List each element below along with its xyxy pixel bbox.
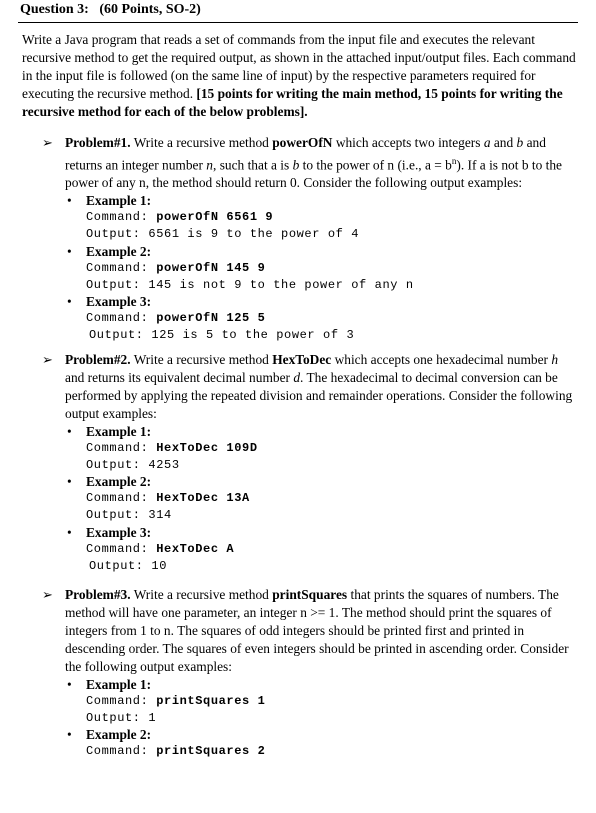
example-command [86, 743, 574, 760]
command-text: HexToDec 109D [156, 441, 258, 455]
example-item [65, 423, 574, 473]
example-item [65, 192, 574, 242]
command-text: HexToDec 13A [156, 491, 250, 506]
arrow-bullet-icon: ➢ [42, 588, 53, 603]
command-text: powerOfN 6561 9 [156, 210, 274, 225]
command-prefix: Command: [86, 744, 157, 759]
example-label: Example 2: [86, 474, 152, 490]
problem-1-var-n: n [206, 157, 213, 173]
question-label: Question 3: [20, 2, 89, 17]
example-label: Example 1: [86, 677, 152, 692]
round-bullet-icon: • [67, 677, 72, 692]
command-text: powerOfN 125 5 [156, 311, 266, 326]
problem-3-title: Problem#3. [65, 587, 131, 602]
example-command [86, 440, 574, 457]
problem-2 [42, 351, 574, 574]
problem-2-text-b: which accepts one hexadecimal number [331, 352, 552, 367]
example-output: Output: 10 [89, 558, 168, 573]
problem-2-var-h: h [551, 352, 559, 367]
example-item [65, 676, 574, 726]
problem-2-text-d: . The hexadecimal to decimal conversion can be performed by applying the repeated division and remainder operations. Consider the following output examples: [65, 370, 573, 421]
command-prefix: Command: [86, 311, 157, 326]
round-bullet-icon: • [67, 727, 72, 743]
problem-3-method: printSquares [272, 587, 348, 602]
example-item [65, 726, 574, 760]
problem-2-text [65, 351, 574, 423]
example-command [86, 693, 574, 710]
problem-1-text-c: and [490, 135, 517, 150]
problem-1-sup: n [451, 156, 457, 166]
command-prefix: Command: [86, 260, 157, 275]
example-item [65, 243, 574, 293]
round-bullet-icon: • [67, 524, 72, 540]
question-points: (60 Points, SO-2) [99, 2, 201, 17]
problem-1-var-a: a [483, 135, 491, 150]
problem-3-text-b: that prints the squares of numbers. The method will have one parameter, an integer n >= 1. The method should print the squares of integers from 1 to n. The squares of odd integers should be printed first and printed in descending order. The squares of even integers should be printed in ascending order. Consider the following output examples: [65, 587, 569, 674]
round-bullet-icon: • [67, 294, 72, 310]
example-command [86, 260, 574, 277]
problem-1-examples [65, 192, 574, 343]
problem-1-title: Problem#1. [65, 135, 131, 150]
example-label: Example 1: [86, 193, 152, 209]
intro-plain: Write a Java program that reads a set of commands from the input file and executes the relevant recursive method to get the required output, as shown in the attached input/output files. Each command in the input file is followed (on the same line of input) by the respective parameters required for executing the recursive method. [22, 32, 576, 101]
round-bullet-icon: • [67, 193, 72, 209]
problem-3 [42, 586, 574, 760]
command-text: powerOfN 145 9 [156, 260, 266, 275]
example-command [86, 490, 574, 507]
problem-1-text-a: Write a recursive method [130, 135, 273, 150]
intro-bold: [15 points for writing the main method, 15 points for writing the recursive method for each of the below problems]. [22, 86, 563, 119]
problem-2-text-a: Write a recursive method [130, 352, 273, 367]
command-prefix: Command: [86, 541, 157, 556]
example-item [65, 524, 574, 574]
example-output: Output: 4253 [86, 457, 180, 472]
problem-1-text-g: ). If a is not b to the power of any n, the method should return 0. Consider the following output examples: [65, 157, 562, 191]
problem-3-text [65, 586, 574, 676]
question-heading [20, 2, 201, 18]
problem-1-text-f: to the power of n (i.e., a = b [299, 157, 452, 173]
example-label: Example 1: [86, 424, 152, 439]
example-label: Example 2: [86, 243, 152, 259]
command-text: printSquares 1 [156, 694, 266, 708]
problem-1-var-b: b [516, 135, 524, 150]
command-text: HexToDec A [156, 541, 235, 556]
example-command [86, 310, 574, 327]
problem-1-var-b2: b [292, 157, 300, 173]
round-bullet-icon: • [67, 424, 72, 439]
example-item [65, 473, 574, 523]
problem-1-text-e: , such that a is [213, 157, 293, 173]
problem-1-text-b: which accepts two integers [332, 135, 484, 150]
problem-1 [42, 134, 574, 344]
round-bullet-icon: • [67, 474, 72, 490]
command-prefix: Command: [86, 694, 157, 708]
example-output: Output: 145 is not 9 to the power of any n [86, 277, 414, 292]
example-command [86, 541, 574, 558]
example-output: Output: 1 [86, 710, 157, 725]
problem-2-method: HexToDec [272, 352, 332, 367]
problem-3-examples [65, 676, 574, 760]
example-item [65, 293, 574, 343]
question-intro [22, 31, 578, 121]
problem-2-var-d: d [293, 370, 301, 385]
round-bullet-icon: • [67, 243, 72, 259]
example-output: Output: 6561 is 9 to the power of 4 [86, 227, 360, 242]
arrow-bullet-icon: ➢ [42, 353, 53, 368]
command-prefix: Command: [86, 441, 157, 455]
problem-1-text-d: and returns an integer number [65, 135, 546, 173]
problem-2-examples [65, 423, 574, 574]
example-label: Example 2: [86, 727, 152, 743]
command-prefix: Command: [86, 210, 157, 225]
problem-3-text-a: Write a recursive method [130, 587, 273, 602]
example-output: Output: 314 [86, 508, 172, 523]
command-text: printSquares 2 [156, 744, 266, 759]
problem-2-title: Problem#2. [65, 352, 131, 367]
example-output: Output: 125 is 5 to the power of 3 [89, 327, 355, 342]
command-prefix: Command: [86, 491, 157, 506]
arrow-bullet-icon: ➢ [42, 136, 53, 151]
problem-2-text-c: and returns its equivalent decimal number [65, 370, 294, 385]
example-label: Example 3: [86, 524, 152, 540]
problem-1-text [65, 134, 574, 192]
problem-1-method: powerOfN [272, 135, 333, 150]
example-label: Example 3: [86, 294, 152, 310]
example-command [86, 209, 574, 226]
